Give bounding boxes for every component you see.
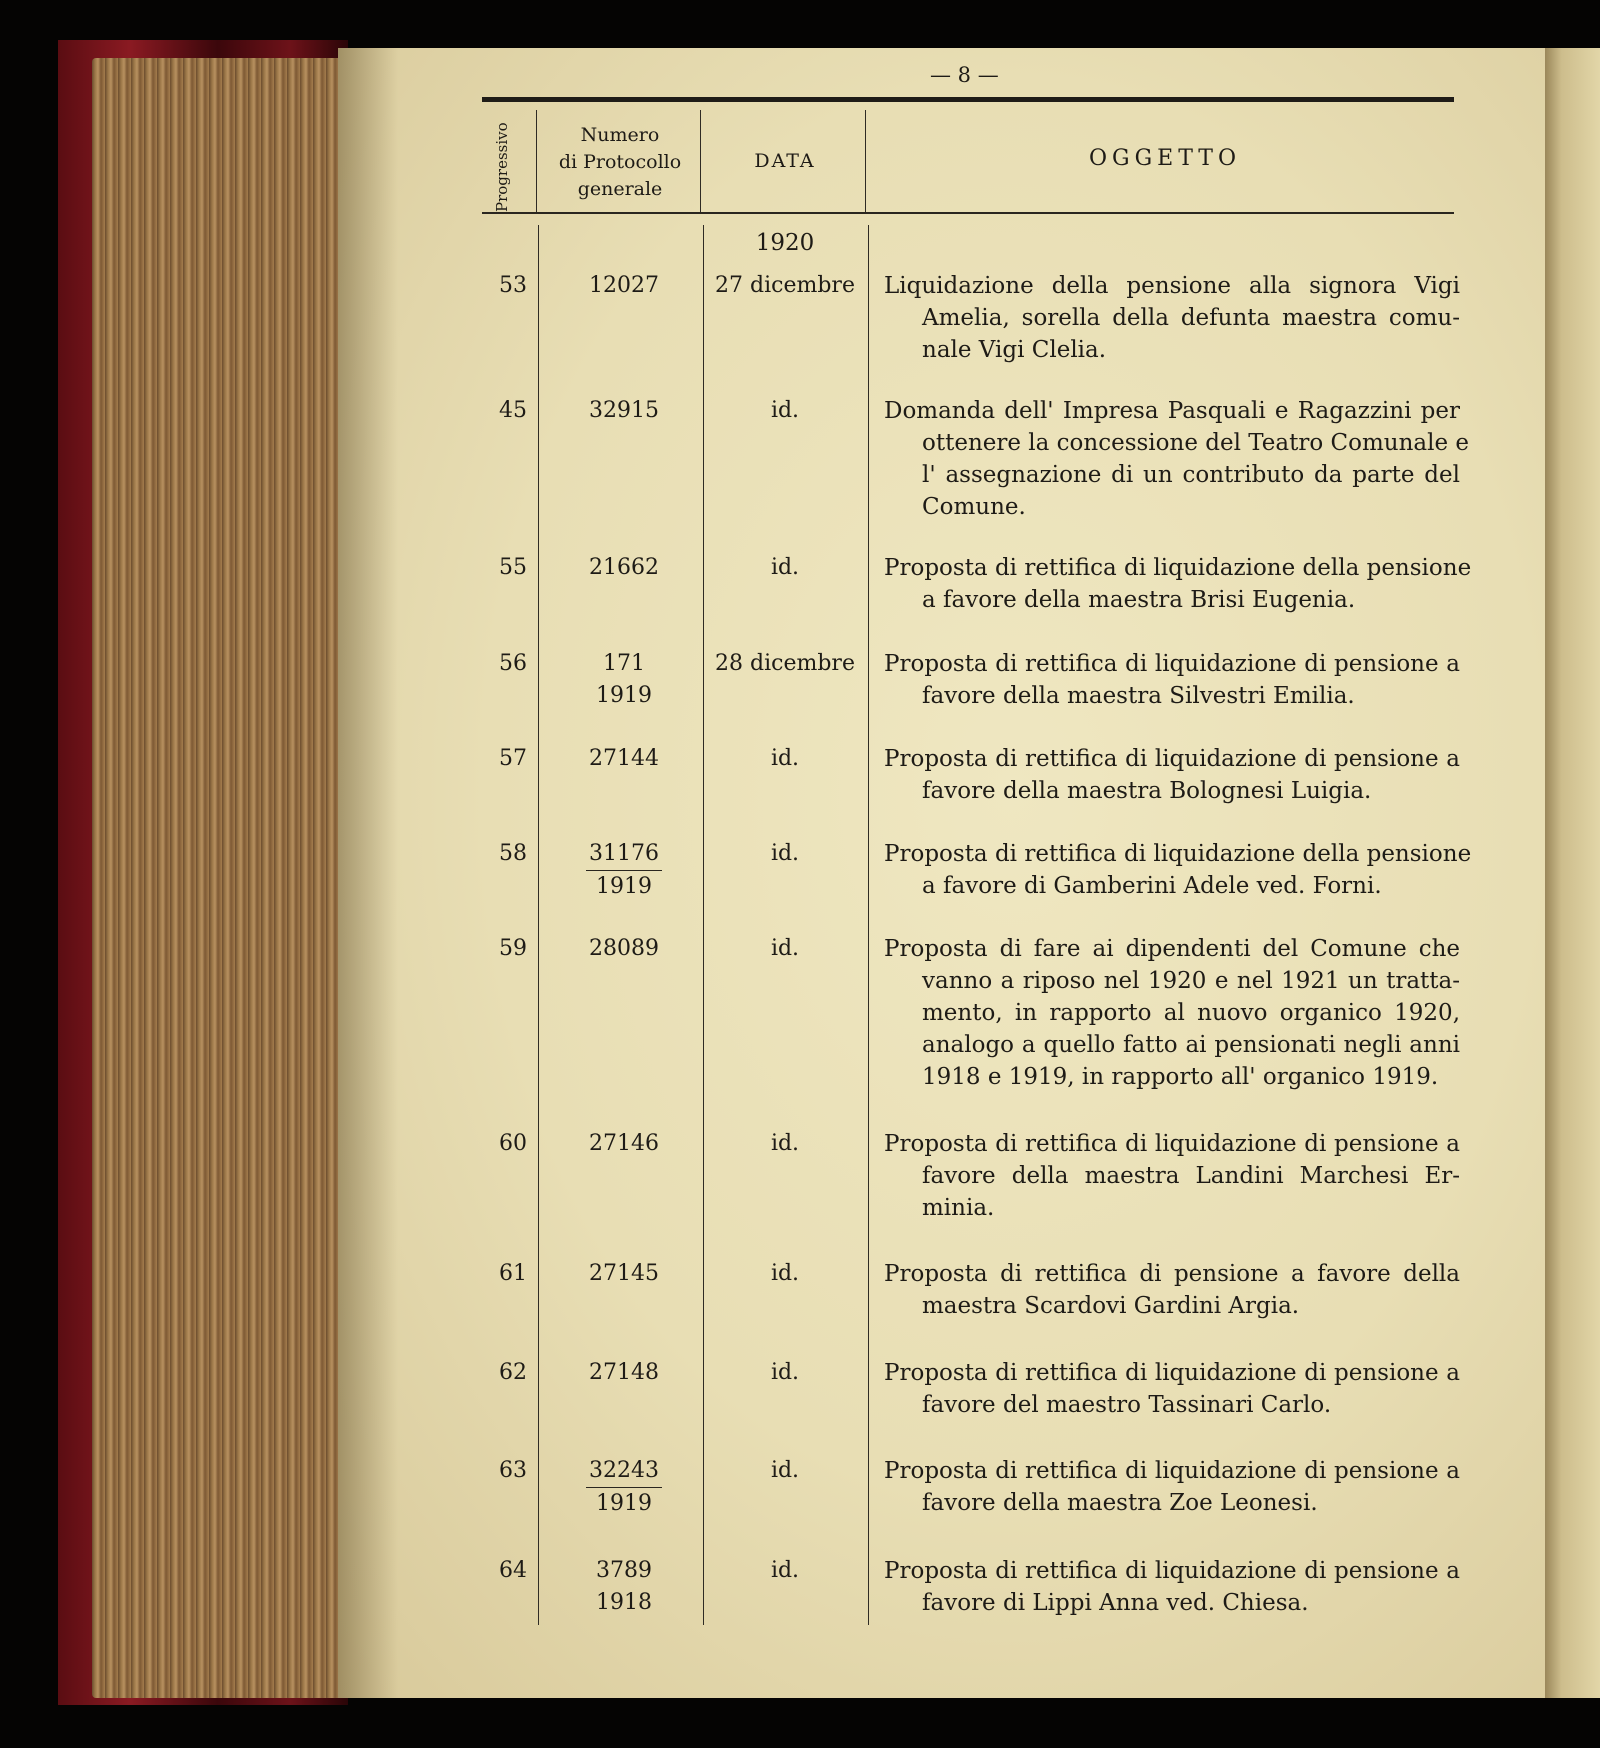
header-data: DATA <box>754 150 816 172</box>
subject-line: vanno a riposo nel 1920 e nel 1921 un tratta- <box>922 968 1460 994</box>
protocol-main: 28089 <box>589 936 659 961</box>
column-divider <box>538 225 539 1625</box>
row-number: 57 <box>499 746 527 771</box>
subject-line: favore della maestra Bolognesi Luigia. <box>922 778 1372 804</box>
entry-subject <box>884 1555 1460 1619</box>
entry-subject <box>884 933 1460 1093</box>
entry-date: 27 dicembre <box>715 273 855 298</box>
entry-subject <box>884 1455 1460 1519</box>
protocol-main: 32243 <box>559 1455 689 1488</box>
protocol-number <box>559 1455 689 1520</box>
subject-line: Proposta di rettifica di liquidazione di pensione a <box>884 1558 1460 1584</box>
row-number: 63 <box>499 1458 527 1483</box>
book-page-edges <box>92 58 347 1698</box>
entry-subject <box>884 838 1472 902</box>
header-bottom-rule <box>482 212 1454 214</box>
entry-date: id. <box>770 936 800 961</box>
row-number: 62 <box>499 1360 527 1385</box>
protocol-number <box>559 1357 689 1389</box>
protocol-number <box>559 1555 689 1619</box>
header-oggetto: OGGETTO <box>1088 146 1242 171</box>
entry-subject <box>884 395 1470 523</box>
entry-date: id. <box>770 1360 800 1385</box>
subject-line: Proposta di rettifica di liquidazione di pensione a <box>884 746 1460 772</box>
header-divider <box>700 110 701 212</box>
protocol-main: 27144 <box>589 746 659 771</box>
protocol-main: 21662 <box>589 555 659 580</box>
protocol-number <box>559 270 689 302</box>
subject-line: analogo a quello fatto ai pensionati negli anni <box>922 1032 1460 1058</box>
subject-line: favore della maestra Zoe Leonesi. <box>922 1490 1318 1516</box>
entry-date: id. <box>770 1261 800 1286</box>
protocol-number <box>559 1128 689 1160</box>
protocol-main: 27146 <box>589 1131 659 1156</box>
subject-line: 1918 e 1919, in rapporto all' organico 1919. <box>922 1064 1439 1090</box>
column-divider <box>868 225 869 1625</box>
subject-line: maestra Scardovi Gardini Argia. <box>922 1293 1300 1319</box>
protocol-number <box>559 1258 689 1290</box>
protocol-year: 1919 <box>596 683 652 708</box>
entry-date: id. <box>770 1558 800 1583</box>
protocol-main: 31176 <box>559 838 689 871</box>
subject-line: Comune. <box>922 494 1026 520</box>
subject-line: ottenere la concessione del Teatro Comunale e <box>922 430 1470 456</box>
row-number: 45 <box>499 398 527 423</box>
entry-date: id. <box>770 555 800 580</box>
subject-line: favore del maestro Tassinari Carlo. <box>922 1392 1332 1418</box>
protocol-number <box>559 648 689 712</box>
row-number: 56 <box>499 651 527 676</box>
year-label: 1920 <box>755 230 815 256</box>
subject-line: favore di Lippi Anna ved. Chiesa. <box>922 1590 1309 1616</box>
header-protocollo-line: generale <box>577 178 663 200</box>
protocol-year: 1919 <box>596 874 652 899</box>
subject-line: a favore di Gamberini Adele ved. Forni. <box>922 873 1382 899</box>
subject-line: Proposta di rettifica di pensione a favore della <box>884 1261 1460 1287</box>
facing-page-edge <box>1545 48 1600 1698</box>
row-number: 58 <box>499 841 527 866</box>
header-protocollo-line: di Protocollo <box>558 151 682 173</box>
page-number: — 8 — <box>930 63 999 87</box>
row-number: 64 <box>499 1558 527 1583</box>
header-progressivo: Progressivo <box>493 122 511 212</box>
protocol-year: 1919 <box>596 1491 652 1516</box>
protocol-number <box>559 838 689 903</box>
protocol-year: 1918 <box>596 1590 652 1615</box>
row-number: 53 <box>499 273 527 298</box>
header-top-rule <box>482 97 1454 102</box>
subject-line: Proposta di rettifica di liquidazione di pensione a <box>884 1360 1460 1386</box>
entry-subject <box>884 1128 1460 1224</box>
header-divider <box>536 110 537 212</box>
subject-line: mento, in rapporto al nuovo organico 1920, <box>922 1000 1460 1026</box>
protocol-main: 12027 <box>589 273 659 298</box>
subject-line: Liquidazione della pensione alla signora Vigi <box>884 273 1460 299</box>
entry-subject <box>884 552 1472 616</box>
entry-date: id. <box>770 1131 800 1156</box>
protocol-number <box>559 933 689 965</box>
subject-line: a favore della maestra Brisi Eugenia. <box>922 587 1356 613</box>
entry-subject <box>884 1258 1460 1322</box>
subject-line: l' assegnazione di un contributo da parte del <box>922 462 1460 488</box>
row-number: 55 <box>499 555 527 580</box>
protocol-main: 27148 <box>589 1360 659 1385</box>
subject-line: Proposta di rettifica di liquidazione di pensione a <box>884 1131 1460 1157</box>
subject-line: Domanda dell' Impresa Pasquali e Ragazzini per <box>884 398 1460 424</box>
entry-subject <box>884 648 1460 712</box>
entry-date: id. <box>770 746 800 771</box>
protocol-main: 27145 <box>589 1261 659 1286</box>
row-number: 61 <box>499 1261 527 1286</box>
row-number: 59 <box>499 936 527 961</box>
header-divider <box>865 110 866 212</box>
protocol-main: 3789 <box>596 1558 652 1583</box>
subject-line: Proposta di rettifica di liquidazione della pensione <box>884 555 1472 581</box>
header-protocollo <box>545 122 695 203</box>
protocol-number <box>559 395 689 427</box>
protocol-main: 171 <box>603 651 645 676</box>
subject-line: Proposta di rettifica di liquidazione di pensione a <box>884 651 1460 677</box>
column-divider <box>703 225 704 1625</box>
page-gutter-shadow <box>338 48 398 1698</box>
entry-date: id. <box>770 1458 800 1483</box>
subject-line: favore della maestra Silvestri Emilia. <box>922 683 1355 709</box>
protocol-number <box>559 743 689 775</box>
entry-date: 28 dicembre <box>715 651 855 676</box>
subject-line: Amelia, sorella della defunta maestra comu- <box>922 305 1460 331</box>
subject-line: Proposta di fare ai dipendenti del Comune che <box>884 936 1460 962</box>
protocol-number <box>559 552 689 584</box>
subject-line: nale Vigi Clelia. <box>922 337 1107 363</box>
header-protocollo-line: Numero <box>580 124 660 146</box>
entry-subject <box>884 743 1460 807</box>
entry-subject <box>884 1357 1460 1421</box>
protocol-main: 32915 <box>589 398 659 423</box>
subject-line: favore della maestra Landini Marchesi Er- <box>922 1163 1460 1189</box>
subject-line: minia. <box>922 1195 995 1221</box>
subject-line: Proposta di rettifica di liquidazione di pensione a <box>884 1458 1460 1484</box>
entry-subject <box>884 270 1460 366</box>
entry-date: id. <box>770 841 800 866</box>
entry-date: id. <box>770 398 800 423</box>
row-number: 60 <box>499 1131 527 1156</box>
subject-line: Proposta di rettifica di liquidazione della pensione <box>884 841 1472 867</box>
